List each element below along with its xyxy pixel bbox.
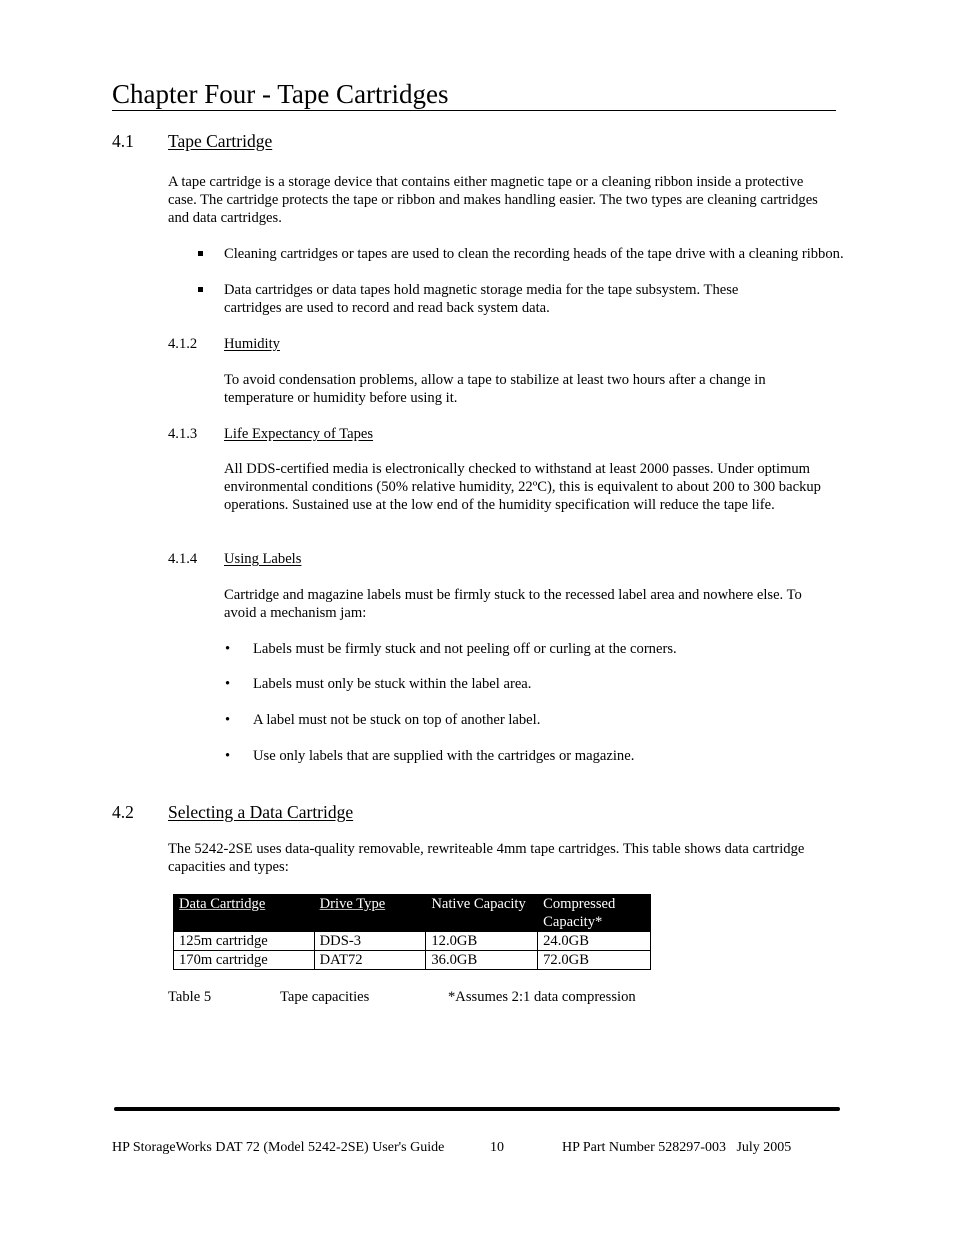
section-number: 4.1.3 <box>168 426 198 442</box>
table-cell: DDS-3 <box>314 932 426 951</box>
section-4-1-2-body: To avoid condensation problems, allow a tape to stabilize at least two hours after a change in temperature or humidity before using it. <box>224 372 766 406</box>
section-title: Tape Cartridge <box>168 131 273 151</box>
list-item: A label must not be stuck on top of another label. <box>253 712 541 728</box>
table-row <box>174 951 651 970</box>
section-4-1-heading <box>112 130 272 152</box>
section-4-2-body: The 5242-2SE uses data-quality removable, rewriteable 4mm tape cartridges. This table shows data cartridge capacities and types: <box>168 841 805 875</box>
section-title: Selecting a Data Cartridge <box>168 802 354 822</box>
chapter-title: Chapter Four - Tape Cartridges <box>112 79 449 109</box>
table-cell: 12.0GB <box>426 932 538 951</box>
table-row <box>174 932 651 951</box>
table-cell: DAT72 <box>314 951 426 970</box>
section-number: 4.1.4 <box>168 551 198 567</box>
section-number: 4.1 <box>112 131 134 151</box>
section-title: Humidity <box>224 336 280 352</box>
table-cell: 72.0GB <box>538 951 651 970</box>
section-4-1-intro: A tape cartridge is a storage device that contains either magnetic tape or a cleaning ribbon inside a protective case. The cartridge protects the tape or ribbon and makes handling easier. The two types are cleaning cartridges and data cartridges. <box>168 174 818 226</box>
round-bullet-icon: • <box>225 712 231 728</box>
round-bullet-icon: • <box>225 641 231 657</box>
section-4-1-4-heading <box>168 550 301 568</box>
section-4-2-heading <box>112 801 353 823</box>
table-caption-note: *Assumes 2:1 data compression <box>448 989 636 1005</box>
table-caption-title: Tape capacities <box>280 989 370 1005</box>
section-4-1-4-body: Cartridge and magazine labels must be firmly stuck to the recessed label area and nowhere else. To avoid a mechanism jam: <box>224 587 802 621</box>
list-item: Labels must be firmly stuck and not peeling off or curling at the corners. <box>253 641 677 657</box>
table-header-row <box>174 895 651 932</box>
square-bullet-icon <box>198 251 203 256</box>
section-title: Using Labels <box>224 551 302 567</box>
table-cell: 24.0GB <box>538 932 651 951</box>
section-4-1-3-heading <box>168 425 373 443</box>
section-4-1-2-heading <box>168 335 280 353</box>
table-cell: 36.0GB <box>426 951 538 970</box>
round-bullet-icon: • <box>225 676 231 692</box>
table-header-cell: Compressed Capacity* <box>538 895 651 932</box>
footer-part-number: HP Part Number 528297-003 July 2005 <box>562 1140 792 1155</box>
list-item: Data cartridges or data tapes hold magnetic storage media for the tape subsystem. These cartridges are used to record and read back system data. <box>224 282 739 316</box>
square-bullet-icon <box>198 287 203 292</box>
section-title: Life Expectancy of Tapes <box>224 426 374 442</box>
list-item: Labels must only be stuck within the label area. <box>253 676 532 692</box>
capacity-table <box>173 894 651 970</box>
section-number: 4.1.2 <box>168 336 198 352</box>
round-bullet-icon: • <box>225 748 231 764</box>
table-caption-label: Table 5 <box>168 989 212 1005</box>
table-header-cell: Native Capacity <box>426 895 538 932</box>
table-header-cell: Data Cartridge <box>174 895 315 932</box>
table-cell: 170m cartridge <box>174 951 315 970</box>
footer-page-number: 10 <box>490 1140 504 1155</box>
list-item: Cleaning cartridges or tapes are used to clean the recording heads of the tape drive with a cleaning ribbon. <box>224 246 844 262</box>
section-number: 4.2 <box>112 802 134 822</box>
title-rule <box>112 110 836 111</box>
footer-guide-title: HP StorageWorks DAT 72 (Model 5242-2SE) User's Guide <box>112 1140 445 1155</box>
table-cell: 125m cartridge <box>174 932 315 951</box>
section-4-1-3-body: All DDS-certified media is electronically checked to withstand at least 2000 passes. Under optimum environmental conditions (50% relative humidity, 22ºC), this is equivalent to about 200 to 300 backup operations. Sustained use at the low end of the humidity specification will reduce the tape life. <box>224 461 821 513</box>
table-header-cell: Drive Type <box>314 895 426 932</box>
footer-rule <box>114 1107 840 1111</box>
list-item: Use only labels that are supplied with the cartridges or magazine. <box>253 748 635 764</box>
